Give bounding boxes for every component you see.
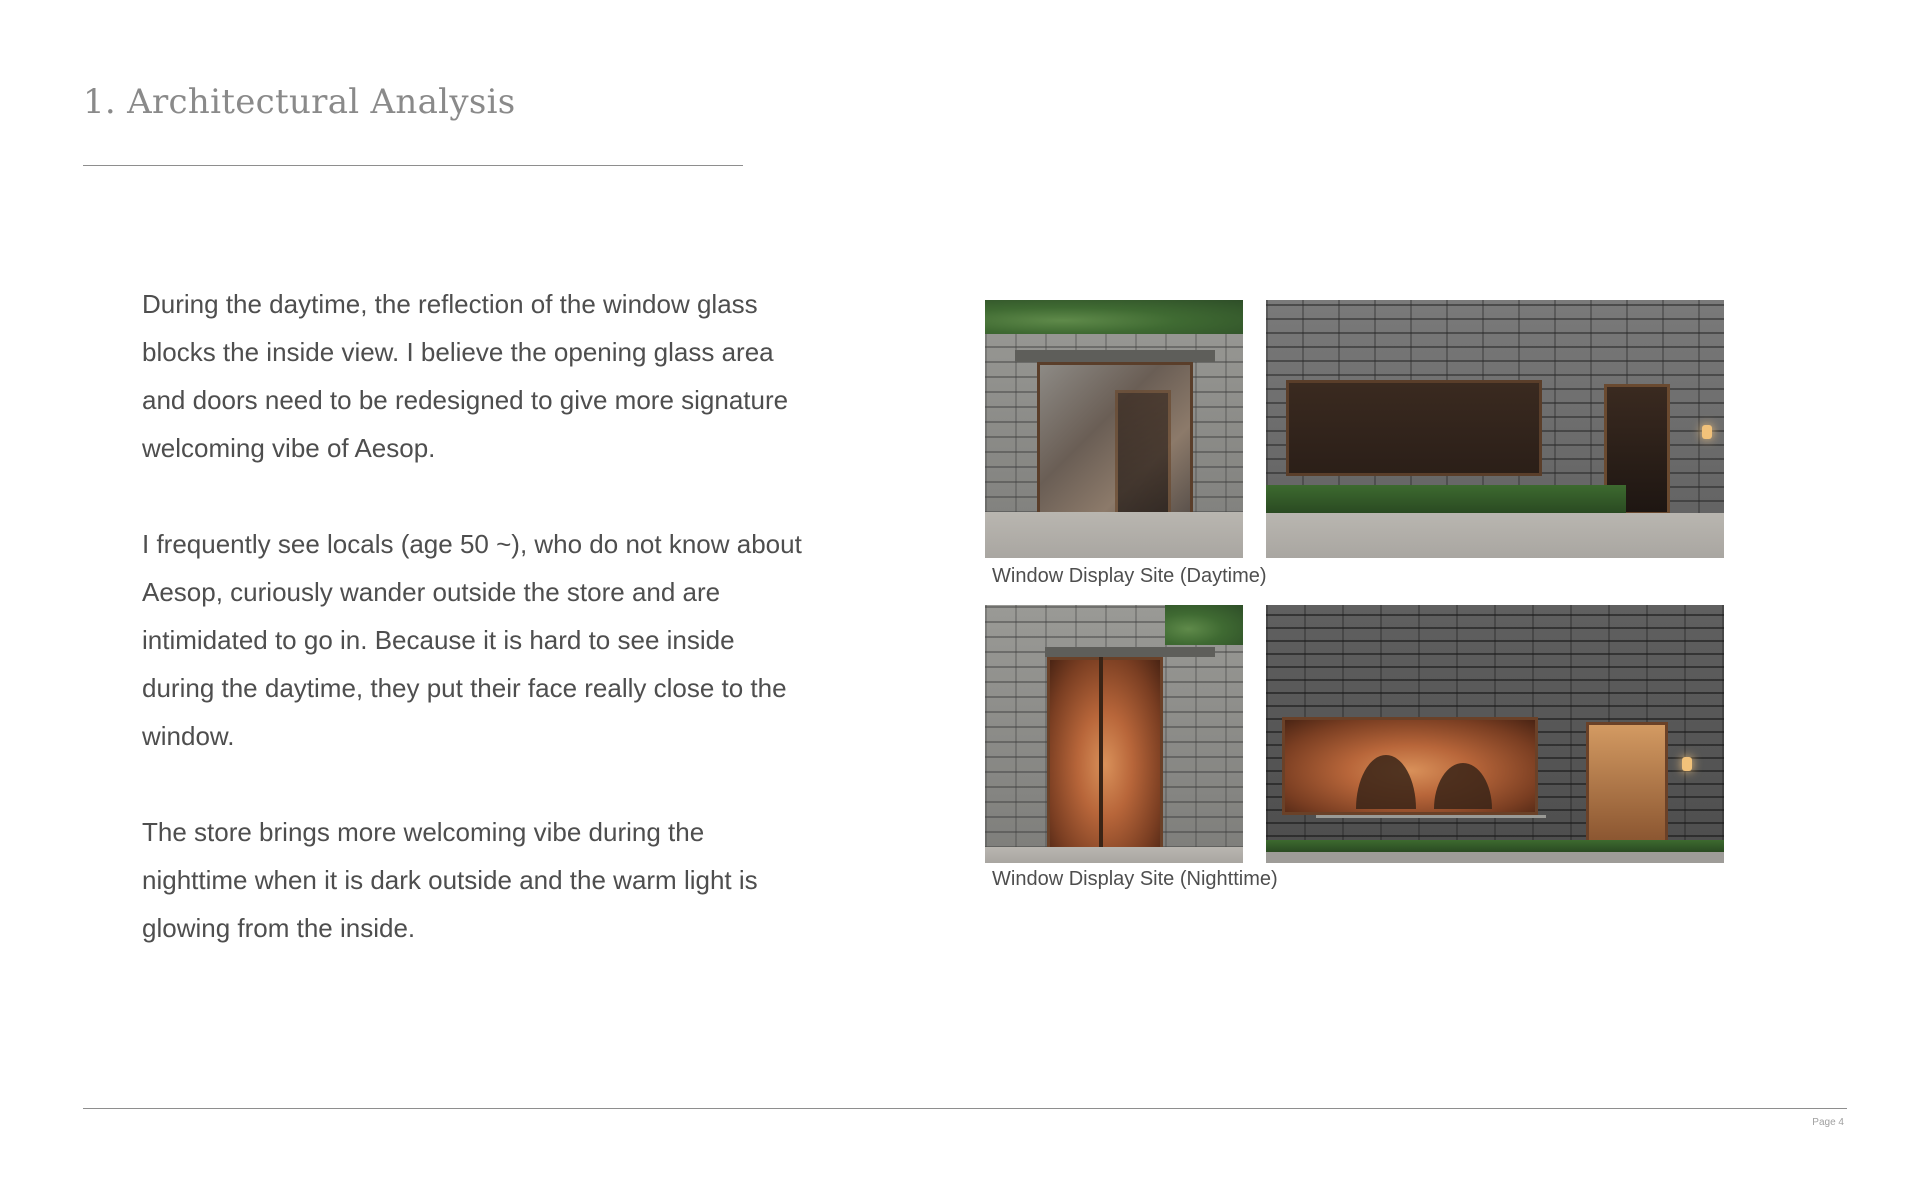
daytime-entrance-photo xyxy=(985,300,1243,558)
page-title: 1. Architectural Analysis xyxy=(83,82,516,122)
footer-divider xyxy=(83,1108,1847,1109)
analysis-text xyxy=(142,280,812,1000)
daytime-storefront-photo xyxy=(1266,300,1724,558)
paragraph-nighttime-vibe: The store brings more welcoming vibe during the nighttime when it is dark outside and the warm light is glowing from the inside. xyxy=(142,817,758,943)
nighttime-entrance-photo xyxy=(985,605,1243,863)
paragraph-daytime-reflection: During the daytime, the reflection of the window glass blocks the inside view. I believe the opening glass area and doors need to be redesigned to give more signature welcoming vibe of Aesop. xyxy=(142,289,789,463)
paragraph-locals-behavior: I frequently see locals (age 50 ~), who do not know about Aesop, curiously wander outside the store and are intimidated to go in. Because it is hard to see inside during the daytime, they put their face really close to the window. xyxy=(142,529,802,751)
title-divider xyxy=(83,165,743,166)
nighttime-caption: Window Display Site (Nighttime) xyxy=(992,868,1278,890)
nighttime-storefront-photo xyxy=(1266,605,1724,863)
daytime-caption: Window Display Site (Daytime) xyxy=(992,565,1267,587)
page-number: Page 4 xyxy=(1812,1117,1844,1128)
